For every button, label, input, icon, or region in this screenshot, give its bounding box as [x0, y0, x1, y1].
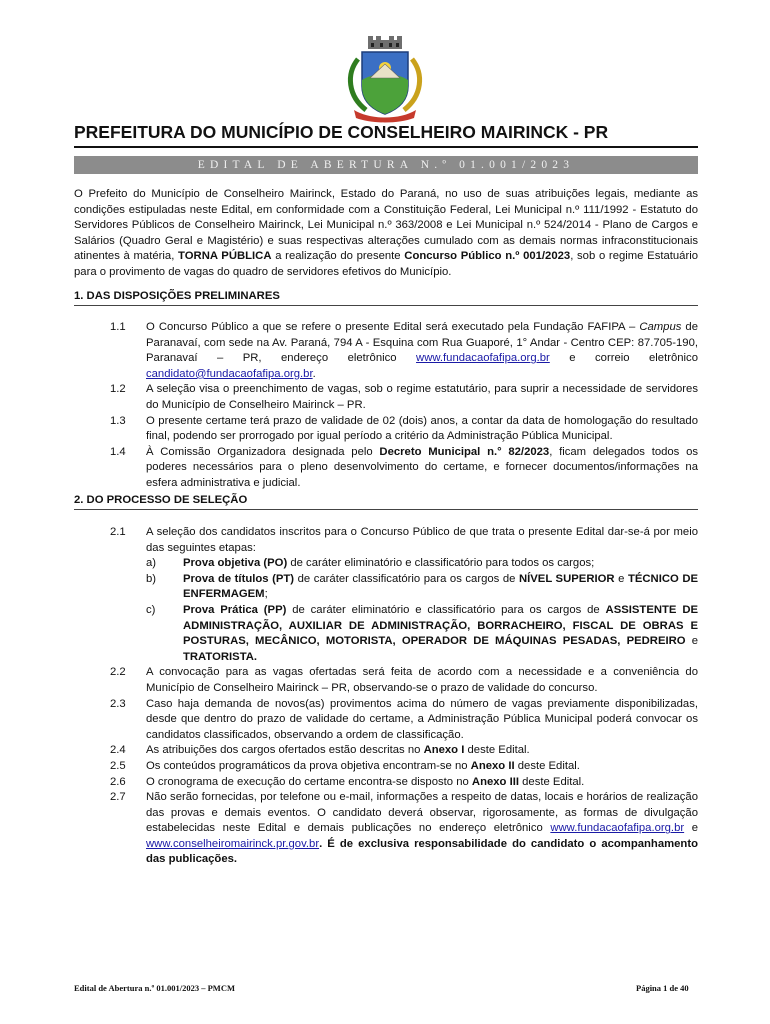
- candidate-email-link[interactable]: candidato@fundacaofafipa.org.br: [146, 367, 313, 380]
- section-1-rule: [74, 305, 698, 306]
- document-band: EDITAL DE ABERTURA N.º 01.001/2023: [74, 156, 698, 174]
- list-item: [74, 414, 698, 445]
- municipal-coat-of-arms: [340, 34, 430, 124]
- item-text: Caso haja demanda de novos(as) provimentos acima do número de vagas previamente disponibilizadas, desde que dentro do prazo de validade do certame, a Administração Pública Municipal poderá convocar os candidatos classificados, observando a ordem de classificação.: [146, 697, 698, 741]
- list-item: [74, 759, 698, 775]
- item-number: 2.5: [110, 759, 126, 772]
- item-number: 2.3: [110, 697, 126, 710]
- item-number: 1.4: [110, 445, 126, 458]
- item-text: Não serão fornecidas, por telefone ou e-mail, informações a respeito de datas, locais e horários de realização das provas e demais eventos. O candidato deverá observar, rigorosamente, as formas de divulgação estabelecidas neste Edital e demais publicações no endereço eletrônico www.fundacaofafipa.org.br e www.conselheiromairinck.pr.gov.br. É de exclusiva responsabilidade do candidato o acompanhamento das publicações.: [146, 791, 699, 866]
- fafipa-link[interactable]: www.fundacaofafipa.org.br: [550, 822, 685, 835]
- list-item: [74, 743, 698, 759]
- footer-page-number: Página 1 de 40: [636, 983, 689, 993]
- item-number: 2.2: [110, 666, 126, 679]
- title-underline: [74, 146, 698, 148]
- list-item: [74, 665, 698, 696]
- fafipa-link[interactable]: www.fundacaofafipa.org.br: [416, 352, 550, 365]
- item-number: 2.1: [110, 526, 126, 538]
- item-text: O cronograma de execução do certame encontra-se disposto no Anexo III deste Edital.: [146, 775, 585, 788]
- intro-paragraph: O Prefeito do Município de Conselheiro Mairinck, Estado do Paraná, no uso de suas atribuições legais, mediante as condições estipuladas neste Edital, em conformidade com a Constituição Federal, Lei Municipal n.º 111/1992 - Estatuto do Servidores Públicos de Conselheiro Mairinck, Lei Municipal n.º 363/2008 e Lei Municipal n.º 524/2014 - Plano de Cargos e Salários (Quadro Geral e Magistério) e suas respectivas alterações cumulado com as demais normas infraconstitucionais atinentes à matéria, TORNA PÚBLICA a realização do presente Concurso Público n.º 001/2023, sob o regime Estatuário para o provimento de vagas do quadro de servidores efetivos do Município.: [74, 188, 699, 278]
- list-item: [74, 525, 698, 665]
- item-text: O Concurso Público a que se refere o presente Edital será executado pela Fundação FAFIPA – Campus de Paranavaí, com sede na Av. Paraná, 794 A - Esquina com Rua Guaporé, 1° Andar - Centro CEP: 87.705-190, Paranavaí – PR, endereço eletrônico www.fundacaofafipa.org.br e correio eletrônico candidato@fundacaofafipa.org.br.: [146, 321, 698, 380]
- section-2-rule: [74, 509, 698, 510]
- page-title: PREFEITURA DO MUNICÍPIO DE CONSELHEIRO MAIRINCK - PR: [74, 122, 609, 142]
- list-item: [74, 320, 698, 382]
- item-number: 2.4: [110, 744, 126, 757]
- item-text: As atribuições dos cargos ofertados estão descritas no Anexo I deste Edital.: [146, 744, 530, 757]
- item-number: 1.1: [110, 321, 126, 333]
- item-text: A seleção dos candidatos inscritos para o Concurso Público de que trata o presente Edital dar-se-á por meio das seguintes etapas: a) Prova objetiva (PO) de caráter eliminatório e classificatório para todos os cargos; b) Prova de títulos (PT) de caráter classificatório para os cargos de NÍVEL SUPERIOR e TÉCNICO DE ENFERMAGEM; c) Prova Prática (PP) de caráter eliminatório e classificatório para os cargos de ASSISTENTE DE ADMINISTRAÇÃO, AUXILIAR DE ADMINISTRAÇÃO, BORRACHEIRO, FISCAL DE OBRAS E POSTURAS, MECÂNICO, MOTORISTA, OPERADOR DE MÁQUINAS PESADAS, PEDREIRO e TRATORISTA.: [146, 525, 698, 665]
- item-number: 1.3: [110, 414, 126, 427]
- item-text: Os conteúdos programáticos da prova objetiva encontram-se no Anexo II deste Edital.: [146, 759, 580, 772]
- sub-item: b) Prova de títulos (PT) de caráter classificatório para os cargos de NÍVEL SUPERIOR e TÉCNICO DE ENFERMAGEM;: [146, 572, 699, 601]
- item-text: A convocação para as vagas ofertadas será feita de acordo com a necessidade e a conveniência do Município de Conselheiro Mairinck – PR, observando-se o prazo de validade do concurso.: [146, 666, 698, 694]
- list-item: [74, 790, 698, 868]
- item-text: A seleção visa o preenchimento de vagas, sob o regime estatutário, para suprir a necessidade de servidores do Município de Conselheiro Mairinck – PR.: [146, 383, 698, 411]
- footer-document-id: Edital de Abertura n.º 01.001/2023 – PMCM: [74, 983, 235, 993]
- list-item: [74, 445, 698, 492]
- section-1-list: [74, 320, 698, 492]
- sub-item: a) Prova objetiva (PO) de caráter eliminatório e classificatório para todos os cargos;: [146, 557, 595, 570]
- list-item: [74, 697, 698, 744]
- item-text: À Comissão Organizadora designada pelo Decreto Municipal n.° 82/2023, ficam delegados todos os poderes necessários para o pleno desenvolvimento do certame, e fornecer documentos/informações na esfera administrativa e judicial.: [146, 445, 699, 489]
- sub-item: c) Prova Prática (PP) de caráter eliminatório e classificatório para os cargos de ASSISTENTE DE ADMINISTRAÇÃO, AUXILIAR DE ADMINISTRAÇÃO, BORRACHEIRO, FISCAL DE OBRAS E POSTURAS, MECÂNICO, MOTORISTA, OPERADOR DE MÁQUINAS PESADAS, PEDREIRO e TRATORISTA.: [146, 603, 699, 663]
- list-item: [74, 382, 698, 413]
- item-number: 1.2: [110, 383, 126, 396]
- section-1-heading: 1. DAS DISPOSIÇÕES PRELIMINARES: [74, 290, 280, 302]
- section-2-heading: 2. DO PROCESSO DE SELEÇÃO: [74, 494, 248, 506]
- item-number: 2.7: [110, 791, 126, 804]
- item-text: O presente certame terá prazo de validade de 02 (dois) anos, a contar da data de homologação do resultado final, podendo ser prorrogado por igual período a critério da Administração Pública Municipal.: [146, 414, 698, 443]
- list-item: [74, 775, 698, 791]
- section-2-list: [74, 525, 698, 868]
- item-number: 2.6: [110, 775, 126, 788]
- municipality-website-link[interactable]: www.conselheiromairinck.pr.gov.br: [146, 837, 320, 850]
